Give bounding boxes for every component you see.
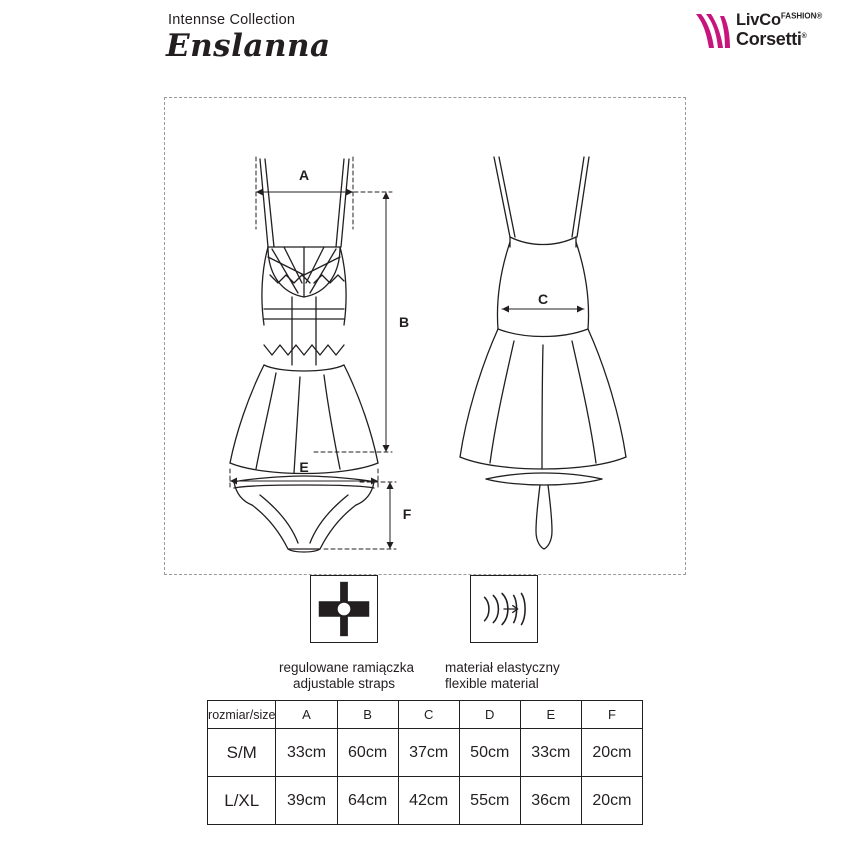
adjustable-straps-icon (310, 575, 378, 643)
logo-line-1: LivCo$^{FASHION®}$ (736, 11, 823, 29)
label-e: E (299, 459, 309, 475)
table-cell: 20cm (581, 777, 642, 825)
flexible-material-icon (470, 575, 538, 643)
label-a: A (298, 167, 310, 183)
table-cell: 50cm (459, 729, 520, 777)
back-view-drawing (460, 157, 626, 469)
straps-caption-pl: regulowane ramiączka (279, 660, 415, 675)
table-cell: 20cm (581, 729, 642, 777)
table-header-cell: B (337, 701, 398, 729)
adjustable-straps-caption (279, 660, 415, 692)
table-header-cell: A (276, 701, 337, 729)
collection-label: Intennse Collection (168, 12, 296, 28)
product-name: Enslanna (166, 28, 331, 64)
table-header-row (208, 701, 643, 729)
logo-wordmark (736, 12, 822, 48)
elastic-caption-pl: materiał elastyczny (445, 660, 560, 675)
straps-caption-en: adjustable straps (292, 676, 396, 691)
table-cell: 55cm (459, 777, 520, 825)
label-c: C (537, 291, 549, 307)
table-header-cell: F (581, 701, 642, 729)
table-row (208, 777, 643, 825)
table-cell: 37cm (398, 729, 459, 777)
table-header-cell: D (459, 701, 520, 729)
table-cell: 39cm (276, 777, 337, 825)
table-cell: 42cm (398, 777, 459, 825)
label-f: F (402, 506, 412, 522)
brand-logo (692, 8, 832, 54)
table-cell: 36cm (520, 777, 581, 825)
table-cell: 60cm (337, 729, 398, 777)
table-cell: 64cm (337, 777, 398, 825)
front-view-drawing (230, 157, 392, 489)
livco-mark-icon (692, 10, 734, 52)
table-size-cell: S/M (208, 729, 276, 777)
label-b: B (398, 314, 410, 330)
table-row (208, 729, 643, 777)
thong-back-drawing (486, 473, 602, 549)
size-table (207, 700, 643, 825)
table-header-cell: C (398, 701, 459, 729)
thong-front-drawing (234, 476, 396, 552)
table-header-cell: E (520, 701, 581, 729)
elastic-caption-en: flexible material (445, 676, 539, 691)
table-cell: 33cm (520, 729, 581, 777)
table-cell: 33cm (276, 729, 337, 777)
logo-line-2: Corsetti® (736, 28, 807, 49)
technical-drawings (164, 97, 686, 575)
flexible-material-caption (445, 660, 560, 692)
table-header-cell: rozmiar/size (208, 701, 276, 729)
table-size-cell: L/XL (208, 777, 276, 825)
